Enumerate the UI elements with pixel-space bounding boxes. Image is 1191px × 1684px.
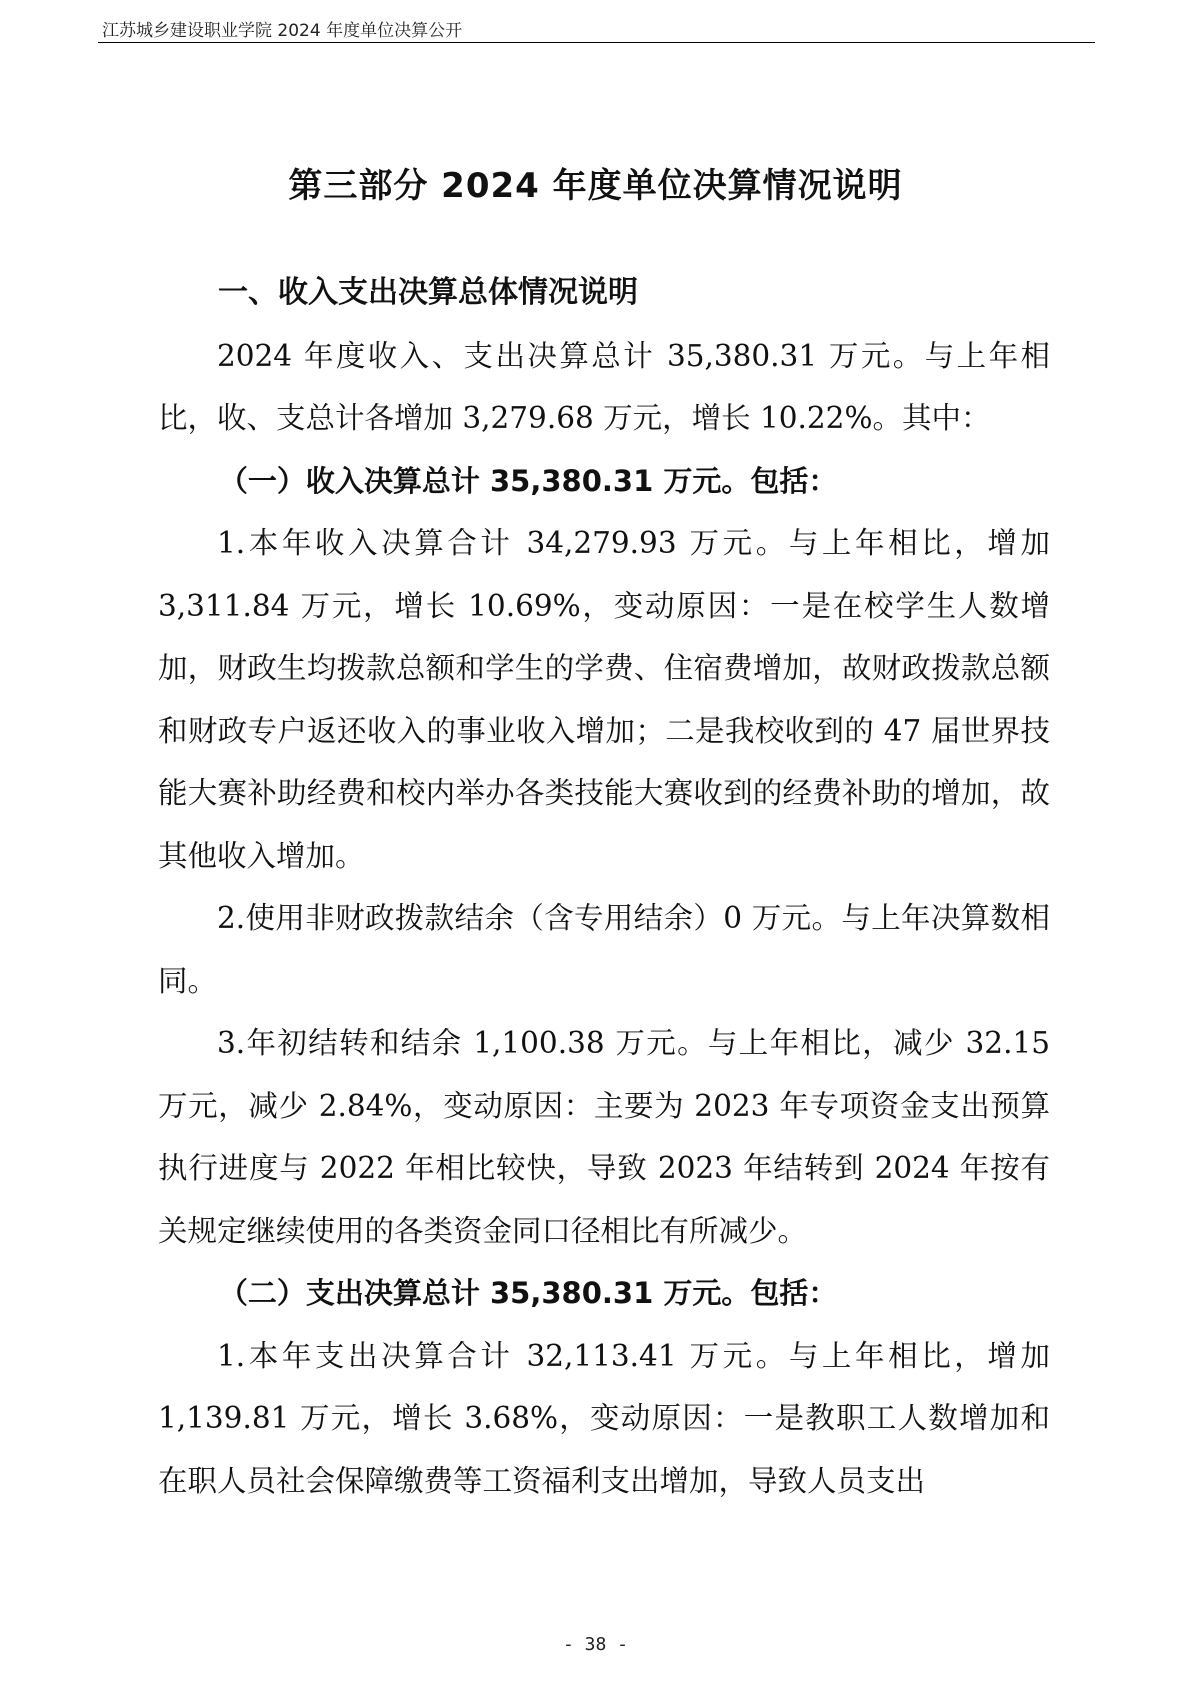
running-header: 江苏城乡建设职业学院 2024 年度单位决算公开: [102, 21, 463, 41]
paragraph-income-1: 1.本年收入决算合计 34,279.93 万元。与上年相比，增加 3,311.84 万元，增长 10.69%，变动原因：一是在校学生人数增加，财政生均拨款总额和学生的学费、住宿费增加，故财政拨款总额和财政专户返还收入的事业收入增加；二是我校收到的 47 届世界技能大赛补助经费和校内举办各类技能大赛收到的经费补助的增加，故其他收入增加。: [158, 526, 1050, 873]
page-title: 第三部分 2024 年度单位决算情况说明: [288, 166, 903, 206]
paragraph-overview: 2024 年度收入、支出决算总计 35,380.31 万元。与上年相比，收、支总计各增加 3,279.68 万元，增长 10.22%。其中：: [158, 338, 1050, 435]
subsection-heading-expense: （二）支出决算总计 35,380.31 万元。包括：: [218, 1276, 838, 1310]
paragraph-expense-1: 1.本年支出决算合计 32,113.41 万元。与上年相比，增加 1,139.81 万元，增长 3.68%，变动原因：一是教职工人数增加和在职人员社会保障缴费等工资福利支出增加，导致人员支出: [158, 1338, 1050, 1498]
paragraph-income-2: 2.使用非财政拨款结余（含专用结余）0 万元。与上年决算数相同。: [158, 901, 1050, 998]
document-body: [158, 262, 1050, 1512]
header-divider: [98, 42, 1095, 43]
page-number: - 38 -: [562, 1634, 629, 1655]
subsection-heading-income: （一）收入决算总计 35,380.31 万元。包括：: [218, 463, 838, 498]
section-heading-overview: 一、收入支出决算总体情况说明: [218, 275, 638, 310]
paragraph-income-3: 3.年初结转和结余 1,100.38 万元。与上年相比，减少 32.15 万元，减少 2.84%，变动原因：主要为 2023 年专项资金支出预算执行进度与 2022 年相比较快，导致 2023 年结转到 2024 年按有关规定继续使用的各类资金同口径相比有所减少。: [158, 1026, 1050, 1248]
